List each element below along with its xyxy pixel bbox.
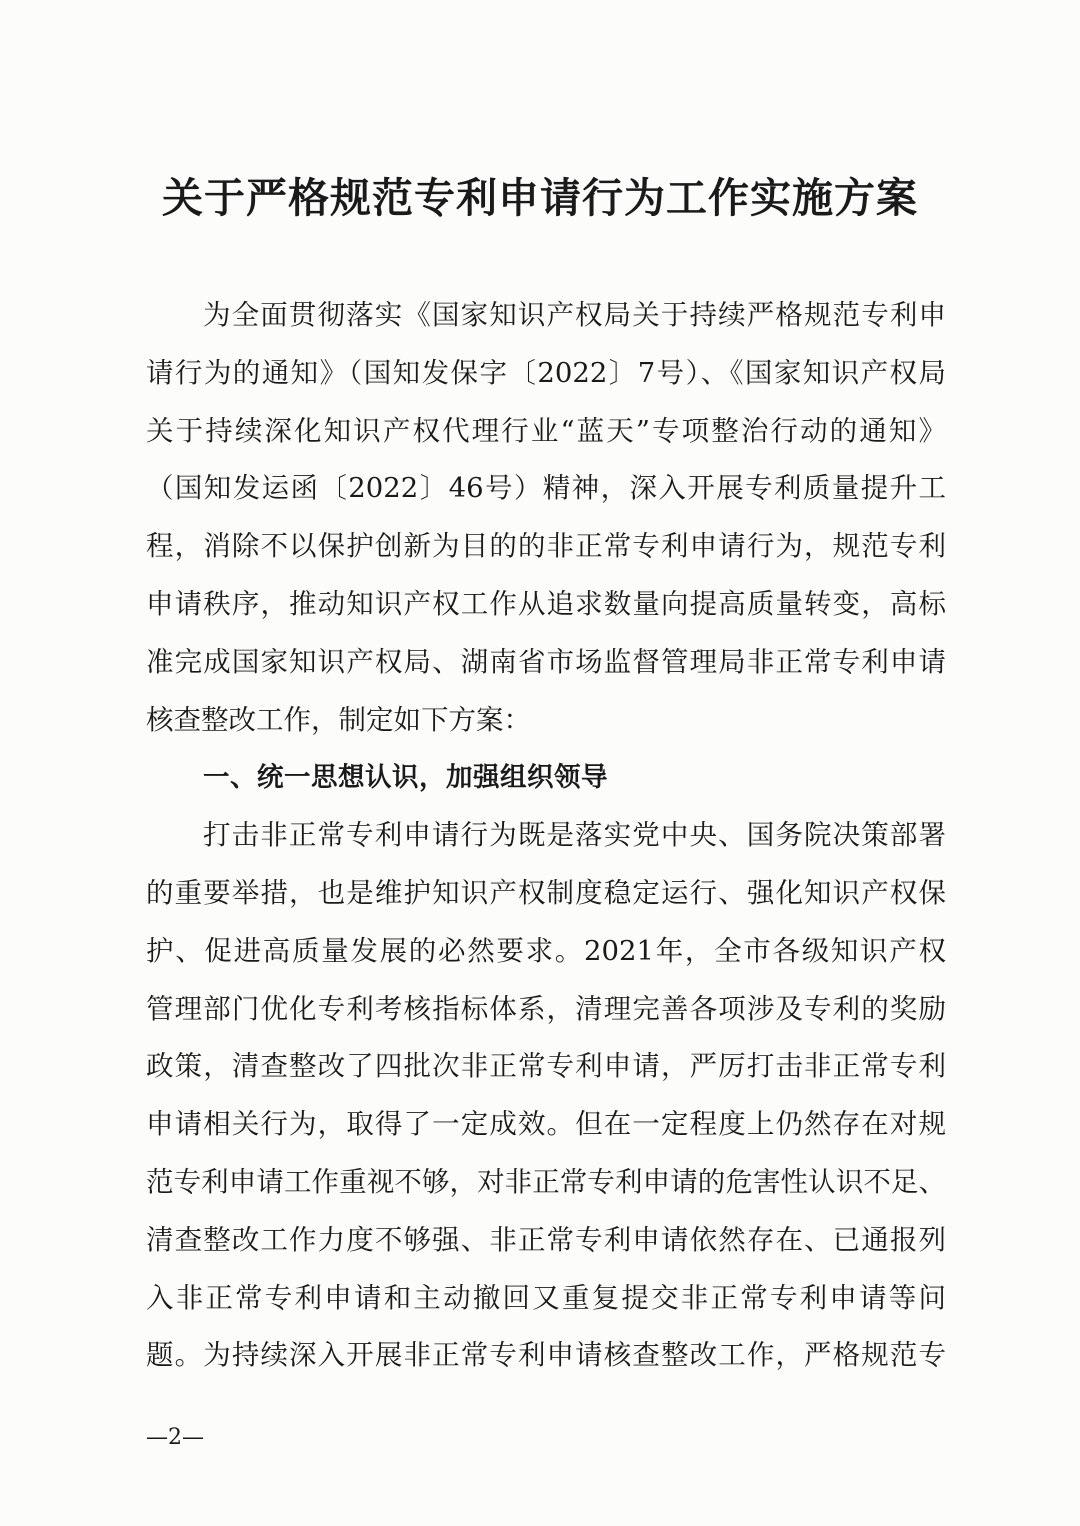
- body-text-line: 申请秩序，推动知识产权工作从追求数量向提高质量转变，高标: [146, 587, 946, 620]
- body-text-line: 题。为持续深入开展非正常专利申请核查整改工作，严格规范专: [146, 1339, 946, 1372]
- body-text-line: 关于持续深化知识产权代理行业“蓝天”专项整治行动的通知》: [146, 414, 946, 447]
- body-text-line: 准完成国家知识产权局、湖南省市场监督管理局非正常专利申请: [146, 645, 946, 678]
- page-number: —2—: [146, 1425, 204, 1450]
- body-text-line: 打击非正常专利申请行为既是落实党中央、国务院决策部署: [203, 819, 946, 852]
- body-text-line: 政策，清查整改了四批次非正常专利申请，严厉打击非正常专利: [146, 1050, 946, 1083]
- body-text-line: 清查整改工作力度不够强、非正常专利申请依然存在、已通报列: [146, 1223, 946, 1256]
- body-text-line: 的重要举措，也是维护知识产权制度稳定运行、强化知识产权保: [146, 876, 946, 909]
- body-text-line: 范专利申请工作重视不够，对非正常专利申请的危害性认识不足、: [146, 1165, 946, 1198]
- body-text-line: 核查整改工作，制定如下方案：: [146, 703, 531, 736]
- body-text-line: 程，消除不以保护创新为目的的非正常专利申请行为，规范专利: [146, 530, 946, 563]
- section-heading: 一、统一思想认识，加强组织领导: [203, 762, 608, 794]
- body-text-line: 入非正常专利申请和主动撤回又重复提交非正常专利申请等问: [146, 1281, 946, 1314]
- body-text-line: 请行为的通知》（国知发保字〔2022〕7号）、《国家知识产权局: [146, 356, 946, 389]
- body-text-line: （国知发运函〔2022〕46号）精神，深入开展专利质量提升工: [146, 472, 946, 505]
- document-title: 关于严格规范专利申请行为工作实施方案: [162, 174, 918, 222]
- body-text-line: 为全面贯彻落实《国家知识产权局关于持续严格规范专利申: [203, 299, 946, 331]
- body-text-line: 管理部门优化专利考核指标体系，清理完善各项涉及专利的奖励: [146, 992, 946, 1025]
- body-text-line: 护、促进高质量发展的必然要求。2021年，全市各级知识产权: [146, 934, 946, 967]
- body-text-line: 申请相关行为，取得了一定成效。但在一定程度上仍然存在对规: [146, 1108, 946, 1141]
- document-body: [146, 287, 946, 1385]
